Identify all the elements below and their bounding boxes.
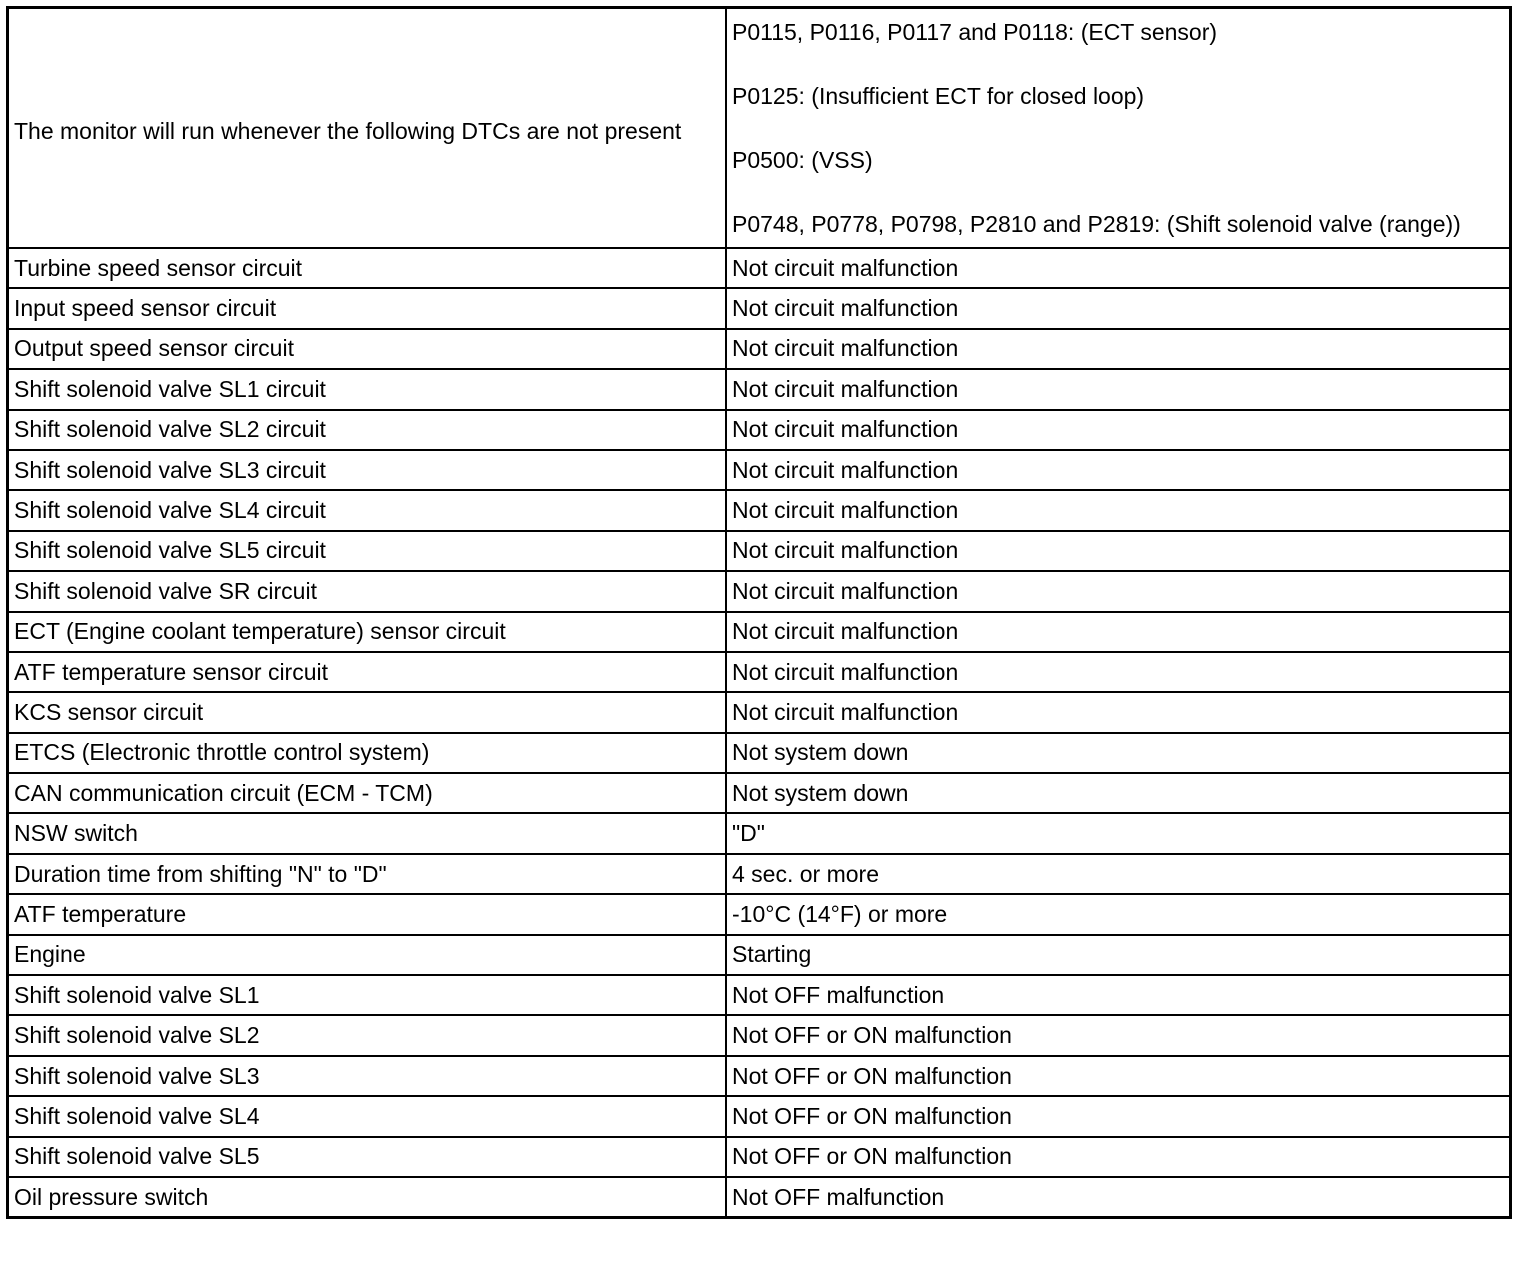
value-cell: "D" xyxy=(726,813,1511,853)
table-row xyxy=(8,288,1511,328)
condition-cell: Shift solenoid valve SL3 circuit xyxy=(8,450,727,490)
table-row xyxy=(8,369,1511,409)
condition-cell: Shift solenoid valve SL5 xyxy=(8,1137,727,1177)
value-cell: Not OFF malfunction xyxy=(726,975,1511,1015)
condition-cell: Shift solenoid valve SL1 xyxy=(8,975,727,1015)
condition-cell: Engine xyxy=(8,935,727,975)
condition-cell: Shift solenoid valve SL2 circuit xyxy=(8,410,727,450)
condition-cell: Shift solenoid valve SL1 circuit xyxy=(8,369,727,409)
dtc-list xyxy=(732,17,1504,239)
value-cell: Not circuit malfunction xyxy=(726,329,1511,369)
value-cell: Not OFF malfunction xyxy=(726,1177,1511,1218)
condition-cell: NSW switch xyxy=(8,813,727,853)
value-cell: Not OFF or ON malfunction xyxy=(726,1096,1511,1136)
condition-cell: Shift solenoid valve SL4 circuit xyxy=(8,490,727,530)
dtc-item: P0115, P0116, P0117 and P0118: (ECT sensor) xyxy=(732,19,1218,45)
value-cell: Starting xyxy=(726,935,1511,975)
condition-cell: ATF temperature xyxy=(8,894,727,934)
value-cell: Not circuit malfunction xyxy=(726,410,1511,450)
value-cell: Not circuit malfunction xyxy=(726,288,1511,328)
table-row xyxy=(8,935,1511,975)
table-row xyxy=(8,531,1511,571)
condition-cell: Shift solenoid valve SL2 xyxy=(8,1015,727,1055)
condition-cell: Output speed sensor circuit xyxy=(8,329,727,369)
value-cell: Not circuit malfunction xyxy=(726,248,1511,288)
condition-cell: ATF temperature sensor circuit xyxy=(8,652,727,692)
table-row xyxy=(8,854,1511,894)
dtc-item: P0500: (VSS) xyxy=(732,147,873,173)
value-cell: Not circuit malfunction xyxy=(726,490,1511,530)
value-cell: Not OFF or ON malfunction xyxy=(726,1137,1511,1177)
value-cell: Not circuit malfunction xyxy=(726,652,1511,692)
value-cell: Not circuit malfunction xyxy=(726,571,1511,611)
value-cell: 4 sec. or more xyxy=(726,854,1511,894)
condition-cell: Shift solenoid valve SL5 circuit xyxy=(8,531,727,571)
table-row xyxy=(8,692,1511,732)
value-cell: Not system down xyxy=(726,773,1511,813)
condition-cell: Shift solenoid valve SL3 xyxy=(8,1056,727,1096)
table-row xyxy=(8,1177,1511,1218)
dtc-condition-cell: The monitor will run whenever the following DTCs are not present xyxy=(8,8,727,249)
table-row xyxy=(8,975,1511,1015)
value-cell: Not OFF or ON malfunction xyxy=(726,1056,1511,1096)
table-row xyxy=(8,1137,1511,1177)
table-row xyxy=(8,571,1511,611)
value-cell: Not circuit malfunction xyxy=(726,531,1511,571)
value-cell: -10°C (14°F) or more xyxy=(726,894,1511,934)
condition-cell: ETCS (Electronic throttle control system) xyxy=(8,733,727,773)
condition-cell: Input speed sensor circuit xyxy=(8,288,727,328)
table-row xyxy=(8,490,1511,530)
table-row xyxy=(8,612,1511,652)
value-cell: Not circuit malfunction xyxy=(726,692,1511,732)
condition-cell: CAN communication circuit (ECM - TCM) xyxy=(8,773,727,813)
table-row xyxy=(8,1056,1511,1096)
value-cell: Not circuit malfunction xyxy=(726,612,1511,652)
condition-cell: Oil pressure switch xyxy=(8,1177,727,1218)
conditions-table-body xyxy=(8,8,1511,1218)
table-row xyxy=(8,248,1511,288)
conditions-table xyxy=(6,6,1512,1219)
dtc-item: P0748, P0778, P0798, P2810 and P2819: (Shift solenoid valve (range)) xyxy=(732,211,1461,237)
table-row xyxy=(8,813,1511,853)
condition-cell: Shift solenoid valve SL4 xyxy=(8,1096,727,1136)
table-row xyxy=(8,1015,1511,1055)
value-cell: Not system down xyxy=(726,733,1511,773)
table-row xyxy=(8,329,1511,369)
dtc-row xyxy=(8,8,1511,249)
condition-cell: Duration time from shifting "N" to "D" xyxy=(8,854,727,894)
table-row xyxy=(8,733,1511,773)
table-row xyxy=(8,773,1511,813)
table-row xyxy=(8,1096,1511,1136)
condition-cell: ECT (Engine coolant temperature) sensor circuit xyxy=(8,612,727,652)
table-row xyxy=(8,410,1511,450)
table-row xyxy=(8,450,1511,490)
value-cell: Not circuit malfunction xyxy=(726,369,1511,409)
value-cell: Not circuit malfunction xyxy=(726,450,1511,490)
table-row xyxy=(8,894,1511,934)
condition-cell: Turbine speed sensor circuit xyxy=(8,248,727,288)
dtc-list-cell xyxy=(726,8,1511,249)
table-row xyxy=(8,652,1511,692)
condition-cell: Shift solenoid valve SR circuit xyxy=(8,571,727,611)
dtc-item: P0125: (Insufficient ECT for closed loop) xyxy=(732,83,1145,109)
condition-cell: KCS sensor circuit xyxy=(8,692,727,732)
value-cell: Not OFF or ON malfunction xyxy=(726,1015,1511,1055)
